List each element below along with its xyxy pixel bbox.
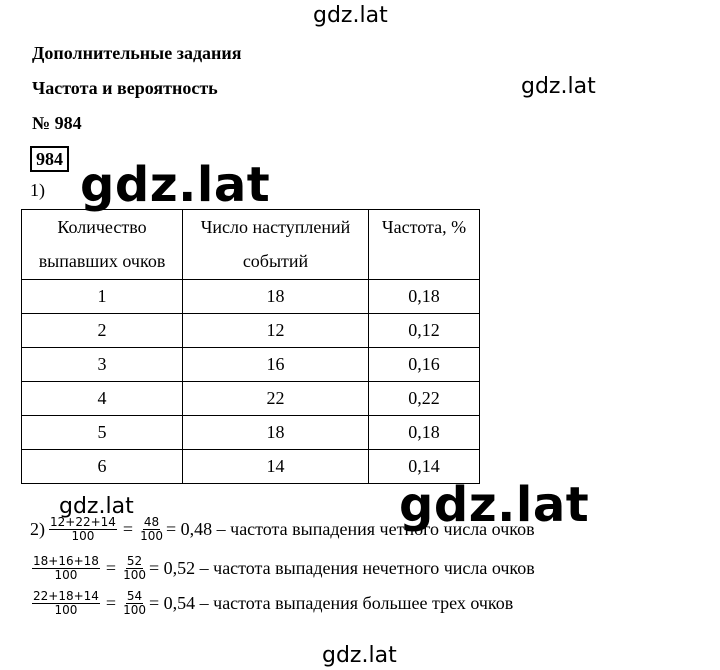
table-row: [22, 280, 480, 314]
cell-frequency: 0,18: [369, 280, 480, 314]
equation-result: = 0,52 – частота выпадения нечетного числа очков: [148, 558, 535, 578]
table-row: [22, 314, 480, 348]
watermark-right: gdz.lat: [521, 74, 596, 99]
cell-points: 1: [22, 280, 183, 314]
equals-sign: =: [105, 558, 117, 578]
fraction-sum: $\frac{12+22+14}{100}$: [50, 515, 116, 543]
equation-result: = 0,54 – частота выпадения большее трех очков: [148, 593, 514, 613]
cell-occurrences: 18: [183, 416, 369, 450]
equals-sign: =: [105, 593, 117, 613]
fraction-sum: $\frac{18+16+18}{100}$: [33, 554, 99, 582]
part2-label: 2): [30, 519, 45, 539]
equals-sign: =: [122, 519, 134, 539]
watermark-top: gdz.lat: [313, 3, 388, 28]
equation-even: [30, 516, 535, 543]
watermark-large-right: gdz.lat: [399, 477, 590, 533]
equation-greater-than-three: [30, 590, 513, 617]
header-frequency: Частота, %: [369, 210, 480, 280]
cell-points: 6: [22, 450, 183, 484]
fraction-total: $\frac{48}{100}$: [140, 515, 163, 543]
table-row: [22, 348, 480, 382]
cell-points: 2: [22, 314, 183, 348]
header-occurrences: Число наступлений событий: [183, 210, 369, 280]
part1-label: 1): [30, 180, 45, 200]
fraction-sum: $\frac{22+18+14}{100}$: [33, 589, 99, 617]
equation-result: = 0,48 – частота выпадения четного числа очков: [165, 519, 535, 539]
watermark-large-left: gdz.lat: [80, 157, 271, 213]
header-points: Количество выпавших очков: [22, 210, 183, 280]
cell-points: 3: [22, 348, 183, 382]
boxed-problem-number: 984: [30, 146, 69, 172]
cell-frequency: 0,22: [369, 382, 480, 416]
cell-frequency: 0,12: [369, 314, 480, 348]
cell-frequency: 0,16: [369, 348, 480, 382]
cell-points: 5: [22, 416, 183, 450]
cell-occurrences: 22: [183, 382, 369, 416]
table-header-row: [22, 210, 480, 280]
topic-heading: Частота и вероятность: [32, 78, 218, 98]
section-heading: Дополнительные задания: [32, 43, 242, 63]
problem-number: № 984: [32, 113, 82, 133]
table-row: [22, 416, 480, 450]
cell-occurrences: 18: [183, 280, 369, 314]
table-row: [22, 382, 480, 416]
frequency-table: [21, 209, 480, 484]
cell-occurrences: 16: [183, 348, 369, 382]
cell-occurrences: 14: [183, 450, 369, 484]
equation-odd: [30, 555, 535, 582]
fraction-total: $\frac{52}{100}$: [123, 554, 146, 582]
watermark-bottom: gdz.lat: [322, 643, 397, 668]
cell-occurrences: 12: [183, 314, 369, 348]
cell-frequency: 0,14: [369, 450, 480, 484]
fraction-total: $\frac{54}{100}$: [123, 589, 146, 617]
table-row: [22, 450, 480, 484]
watermark-mid-left: gdz.lat: [59, 494, 134, 519]
cell-points: 4: [22, 382, 183, 416]
cell-frequency: 0,18: [369, 416, 480, 450]
